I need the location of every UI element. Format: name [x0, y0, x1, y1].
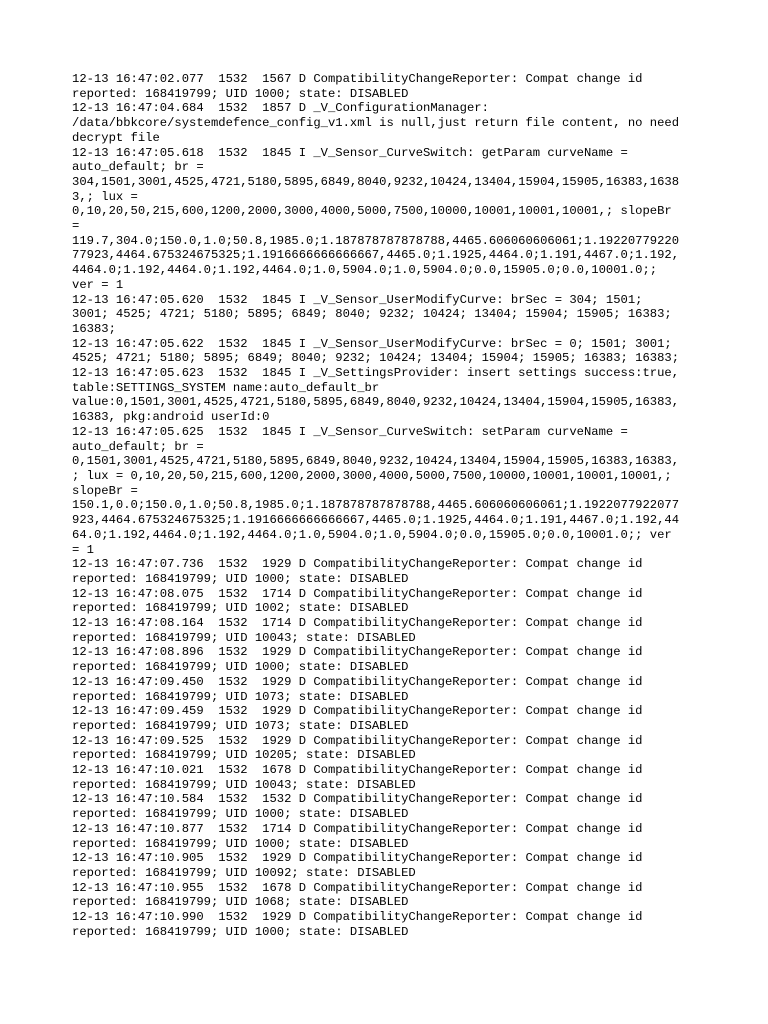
log-line: 12-13 16:47:04.684 1532 1857 D _V_ConfigurationManager: — [72, 101, 489, 116]
log-line: 119.7,304.0;150.0,1.0;50.8,1985.0;1.187878787878788,4465.606060606061;1.19220779220 — [72, 233, 680, 248]
log-line: auto_default; br = — [72, 160, 204, 175]
log-line: 150.1,0.0;150.0,1.0;50.8,1985.0;1.187878787878788,4465.606060606061;1.1922077922077 — [72, 498, 680, 513]
log-line: 64.0;1.192,4464.0;1.192,4464.0;1.0,5904.0;1.0,5904.0;0.0,15905.0;0.0,10001.0;; ver — [72, 527, 672, 542]
log-line: slopeBr = — [72, 483, 138, 498]
log-line: 0,1501,3001,4525,4721,5180,5895,6849,8040,9232,10424,13404,15904,15905,16383,16383, — [72, 454, 680, 469]
log-line: 16383; — [72, 321, 116, 336]
log-line: 12-13 16:47:05.622 1532 1845 I _V_Sensor_UserModifyCurve: brSec = 0; 1501; 3001; — [72, 336, 672, 351]
log-line: 12-13 16:47:02.077 1532 1567 D CompatibilityChangeReporter: Compat change id — [72, 72, 643, 86]
log-line: reported: 168419799; UID 1073; state: DISABLED — [72, 718, 409, 733]
log-line: reported: 168419799; UID 1000; state: DISABLED — [72, 86, 409, 101]
log-line: reported: 168419799; UID 1000; state: DISABLED — [72, 836, 409, 851]
log-line: reported: 168419799; UID 10043; state: DISABLED — [72, 630, 416, 645]
log-line: 12-13 16:47:05.623 1532 1845 I _V_SettingsProvider: insert settings success:true, — [72, 366, 680, 381]
log-line: 12-13 16:47:09.450 1532 1929 D CompatibilityChangeReporter: Compat change id — [72, 674, 643, 689]
log-line: decrypt file — [72, 130, 160, 145]
log-line: /data/bbkcore/systemdefence_config_v1.xml is null,just return file content, no need — [72, 116, 680, 131]
log-line: 12-13 16:47:10.905 1532 1929 D CompatibilityChangeReporter: Compat change id — [72, 851, 643, 866]
log-document — [72, 72, 702, 939]
log-line: = — [72, 219, 80, 234]
log-line: 0,10,20,50,215,600,1200,2000,3000,4000,5000,7500,10000,10001,10001,10001,; slopeBr — [72, 204, 672, 219]
log-line: 77923,4464.675324675325;1.1916666666666667,4465.0;1.1925,4464.0;1.191,4467.0;1.192, — [72, 248, 680, 263]
log-line: 12-13 16:47:10.877 1532 1714 D CompatibilityChangeReporter: Compat change id — [72, 821, 643, 836]
log-line: reported: 168419799; UID 1002; state: DISABLED — [72, 601, 409, 616]
log-line: 12-13 16:47:05.620 1532 1845 I _V_Sensor_UserModifyCurve: brSec = 304; 1501; — [72, 292, 643, 307]
log-line: 923,4464.675324675325;1.1916666666666667,4465.0;1.1925,4464.0;1.191,4467.0;1.192,44 — [72, 513, 680, 528]
log-line: reported: 168419799; UID 1000; state: DISABLED — [72, 807, 409, 822]
log-line: 12-13 16:47:10.021 1532 1678 D CompatibilityChangeReporter: Compat change id — [72, 763, 643, 778]
log-line: reported: 168419799; UID 1000; state: DISABLED — [72, 571, 409, 586]
log-line: reported: 168419799; UID 1068; state: DISABLED — [72, 895, 409, 910]
log-line: 304,1501,3001,4525,4721,5180,5895,6849,8040,9232,10424,13404,15904,15905,16383,1638 — [72, 174, 680, 189]
log-line: reported: 168419799; UID 1073; state: DISABLED — [72, 689, 409, 704]
log-line: 12-13 16:47:07.736 1532 1929 D CompatibilityChangeReporter: Compat change id — [72, 557, 643, 572]
log-line: reported: 168419799; UID 10043; state: DISABLED — [72, 777, 416, 792]
log-line: 12-13 16:47:05.618 1532 1845 I _V_Sensor_CurveSwitch: getParam curveName = — [72, 145, 628, 160]
log-line: 3,; lux = — [72, 189, 138, 204]
log-line: 12-13 16:47:09.459 1532 1929 D CompatibilityChangeReporter: Compat change id — [72, 704, 643, 719]
log-line: 3001; 4525; 4721; 5180; 5895; 6849; 8040; 9232; 10424; 13404; 15904; 15905; 16383; — [72, 307, 672, 322]
log-line: 12-13 16:47:08.896 1532 1929 D CompatibilityChangeReporter: Compat change id — [72, 645, 643, 660]
log-line: 12-13 16:47:10.955 1532 1678 D CompatibilityChangeReporter: Compat change id — [72, 880, 643, 895]
log-line: reported: 168419799; UID 1000; state: DISABLED — [72, 924, 409, 939]
log-line: 4525; 4721; 5180; 5895; 6849; 8040; 9232; 10424; 13404; 15904; 15905; 16383; 16383; — [72, 351, 680, 366]
log-line: ver = 1 — [72, 277, 124, 292]
log-line: 12-13 16:47:09.525 1532 1929 D CompatibilityChangeReporter: Compat change id — [72, 733, 643, 748]
log-line: 12-13 16:47:10.990 1532 1929 D CompatibilityChangeReporter: Compat change id — [72, 910, 643, 925]
log-line: 12-13 16:47:08.164 1532 1714 D CompatibilityChangeReporter: Compat change id — [72, 616, 643, 631]
log-line: auto_default; br = — [72, 439, 204, 454]
log-line: 12-13 16:47:05.625 1532 1845 I _V_Sensor_CurveSwitch: setParam curveName = — [72, 424, 628, 439]
log-line: ; lux = 0,10,20,50,215,600,1200,2000,3000,4000,5000,7500,10000,10001,10001,10001,; — [72, 468, 672, 483]
log-line: 12-13 16:47:08.075 1532 1714 D CompatibilityChangeReporter: Compat change id — [72, 586, 643, 601]
log-line: table:SETTINGS_SYSTEM name:auto_default_br — [72, 380, 380, 395]
log-line: 12-13 16:47:10.584 1532 1532 D CompatibilityChangeReporter: Compat change id — [72, 792, 643, 807]
log-line: value:0,1501,3001,4525,4721,5180,5895,6849,8040,9232,10424,13404,15904,15905,16383, — [72, 395, 680, 410]
log-line: reported: 168419799; UID 10205; state: DISABLED — [72, 748, 416, 763]
log-line: 16383, pkg:android userId:0 — [72, 410, 270, 425]
log-line: reported: 168419799; UID 1000; state: DISABLED — [72, 660, 409, 675]
log-line: 4464.0;1.192,4464.0;1.192,4464.0;1.0,5904.0;1.0,5904.0;0.0,15905.0;0.0,10001.0;; — [72, 263, 658, 278]
log-line: reported: 168419799; UID 10092; state: DISABLED — [72, 865, 416, 880]
log-line: = 1 — [72, 542, 94, 557]
